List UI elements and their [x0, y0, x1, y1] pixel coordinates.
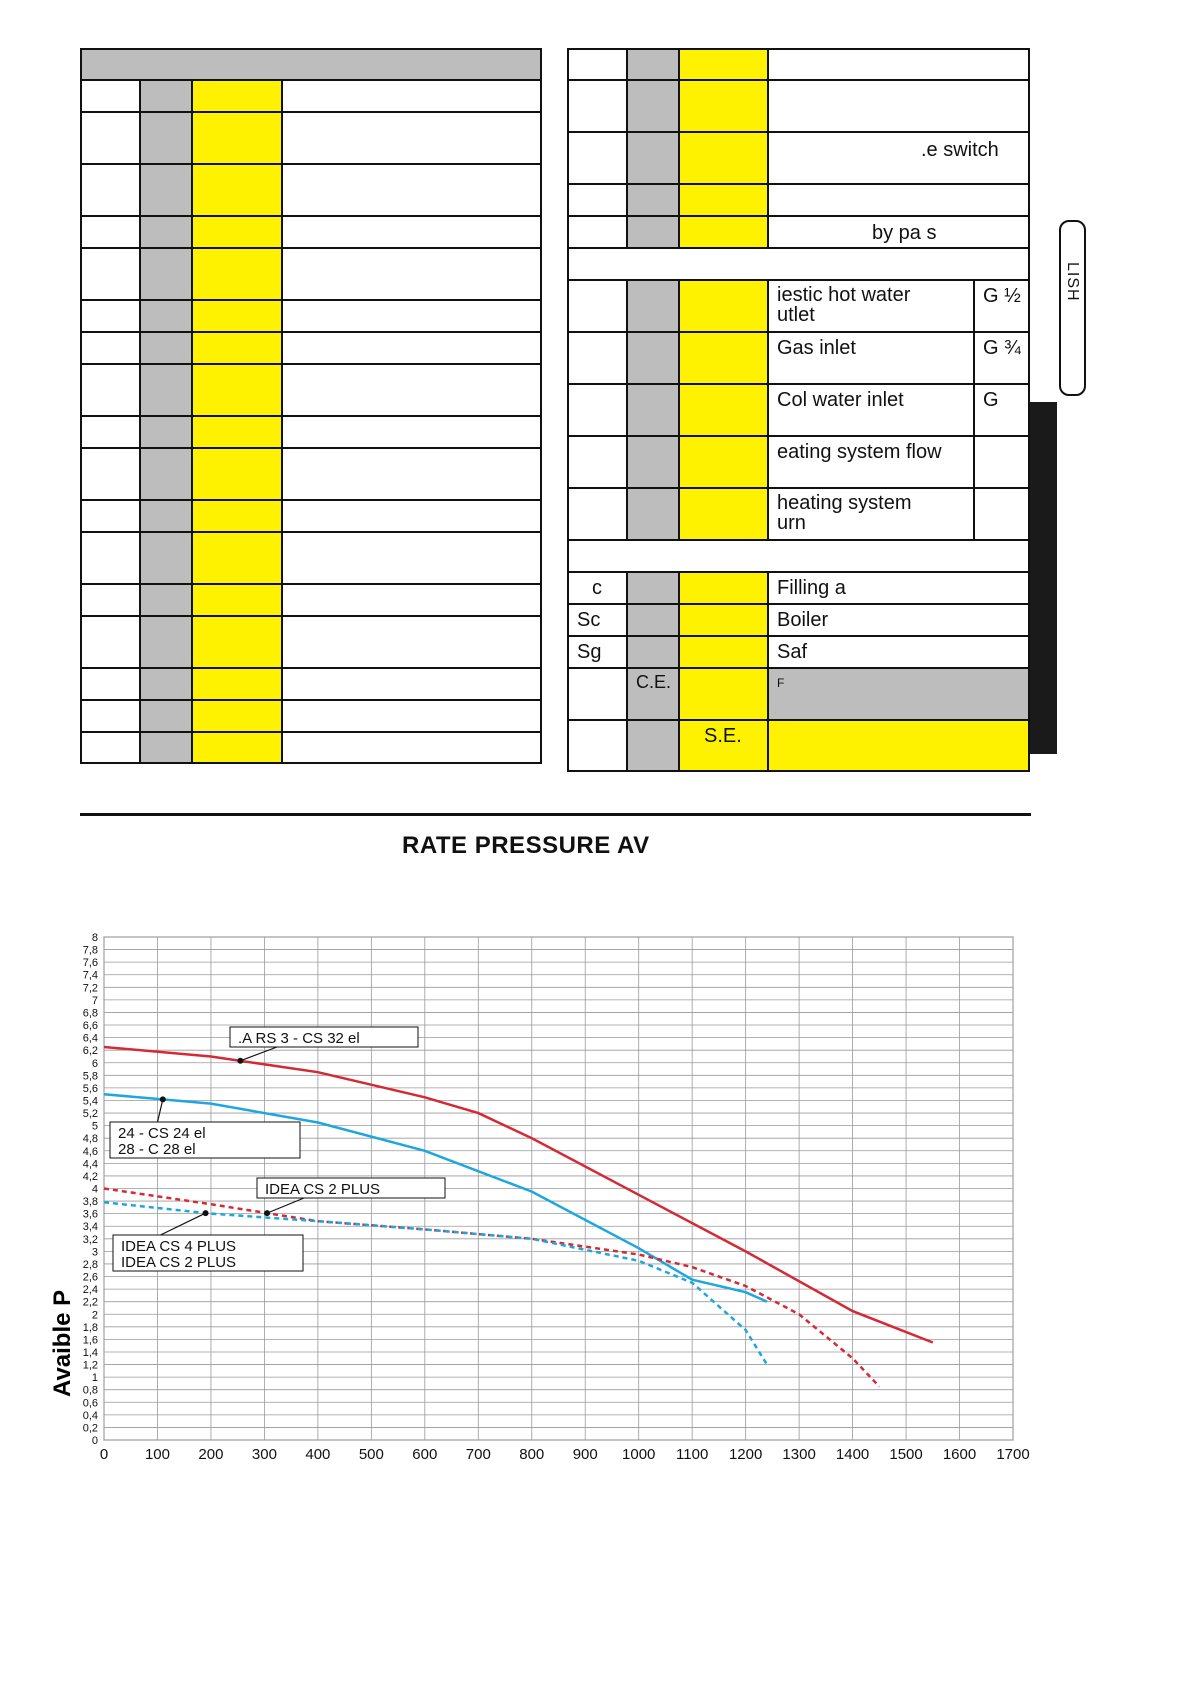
y-tick-label: 4,6: [82, 1145, 98, 1158]
y-tick-label: 6,8: [82, 1007, 98, 1020]
se-row-band: [768, 720, 1030, 772]
ce-label: C.E.: [636, 672, 672, 692]
y-tick-label: 4,4: [82, 1158, 98, 1171]
left-table-header: [80, 48, 542, 80]
y-tick-label: 6,4: [82, 1032, 98, 1045]
x-tick-label: 100: [144, 1446, 170, 1463]
x-tick-label: 1500: [889, 1446, 923, 1463]
y-tick-label: 3,4: [82, 1221, 98, 1234]
x-tick-label: 1000: [622, 1446, 656, 1463]
rt-desc-3: iestic hot water utlet: [777, 284, 911, 326]
rt-size-3: G ½: [983, 285, 1021, 307]
rt-desc-5: Col water inlet: [777, 389, 904, 411]
y-tick-label: 2,6: [82, 1271, 98, 1284]
y-tick-label: 5,4: [82, 1095, 98, 1108]
x-tick-label: 300: [251, 1446, 277, 1463]
x-tick-label: 1600: [942, 1446, 977, 1463]
y-tick-label: 7: [91, 994, 98, 1007]
side-black-bar: [1030, 402, 1057, 754]
x-tick-label: 1300: [782, 1446, 816, 1463]
x-tick-label: 1200: [728, 1446, 763, 1463]
y-tick-label: 7,6: [82, 957, 98, 970]
rt-size-5: G: [983, 389, 999, 411]
y-tick-label: 6,2: [82, 1045, 98, 1058]
rt-desc-4: Gas inlet: [777, 337, 856, 359]
x-tick-label: 600: [412, 1446, 438, 1463]
section-divider: [80, 813, 1031, 816]
rt-code-10: Sg: [577, 641, 602, 663]
left-table: [80, 48, 542, 764]
rt-code-8: c: [592, 577, 602, 599]
x-tick-label: 700: [465, 1446, 491, 1463]
y-tick-label: 5: [91, 1120, 98, 1133]
y-tick-label: 2,8: [82, 1258, 98, 1271]
ce-desc: F: [777, 676, 785, 690]
y-tick-label: 3,8: [82, 1196, 98, 1209]
rt-desc-1: .e switch: [921, 139, 999, 161]
y-tick-label: 1,8: [82, 1321, 98, 1334]
rt-size-4: G ¾: [983, 337, 1021, 359]
y-tick-label: 1,4: [82, 1346, 98, 1359]
y-tick-label: 4: [91, 1183, 98, 1196]
y-tick-label: 1: [91, 1372, 98, 1385]
y-tick-label: 8: [91, 932, 98, 944]
ce-row-band: [768, 668, 1030, 720]
x-tick-label: 1700: [996, 1446, 1030, 1463]
pressure-chart: [40, 925, 1050, 1470]
series-label-text-4: IDEA CS 2 PLUS: [121, 1254, 237, 1271]
y-axis-label: Avaible P: [49, 1289, 76, 1397]
rt-desc-10: Saf: [777, 641, 808, 663]
y-tick-label: 5,8: [82, 1070, 98, 1083]
x-tick-label: 800: [519, 1446, 545, 1463]
y-tick-label: 2,2: [82, 1296, 98, 1309]
x-tick-labels: [100, 1446, 1030, 1463]
left-col-grey: [140, 80, 192, 764]
series-label-dot-4: [203, 1210, 209, 1216]
y-tick-label: 3,6: [82, 1208, 98, 1221]
y-tick-label: 0: [91, 1435, 98, 1447]
rt-desc-7: heating system urn: [777, 492, 912, 534]
y-tick-label: 5,2: [82, 1108, 98, 1121]
left-table-grid: [80, 48, 542, 764]
rt-desc-6: eating system flow: [777, 441, 942, 463]
series-label-text-2: 24 - CS 24 el: [118, 1125, 206, 1142]
y-tick-label: 2: [91, 1309, 98, 1322]
rt-code-9: Sc: [577, 609, 601, 631]
language-tab-label: LISH: [1064, 262, 1081, 302]
series-label-text-3: IDEA CS 2 PLUS: [265, 1181, 381, 1198]
right-table: [567, 48, 1030, 772]
rt-desc-8: Filling a: [777, 577, 846, 599]
chart-grid: [104, 937, 1013, 1440]
x-tick-label: 900: [572, 1446, 598, 1463]
y-tick-label: 5,6: [82, 1082, 98, 1095]
y-tick-label: 0,6: [82, 1397, 98, 1410]
y-tick-label: 7,4: [82, 969, 98, 982]
y-tick-labels: [83, 932, 98, 1447]
x-tick-label: 0: [99, 1446, 109, 1463]
rt-desc-2: by pa s: [872, 222, 937, 244]
chart-heading: RATE PRESSURE AV: [402, 832, 650, 859]
left-col-yellow: [192, 80, 282, 764]
y-tick-label: 1,2: [82, 1359, 98, 1372]
y-tick-label: 3,2: [82, 1233, 98, 1246]
series-label-dot-1: [237, 1058, 243, 1064]
y-tick-label: 0,8: [82, 1384, 98, 1397]
y-tick-label: 0,4: [82, 1409, 98, 1422]
series-label-text-2: 28 - C 28 el: [118, 1141, 196, 1158]
y-tick-label: 3: [91, 1246, 98, 1259]
y-tick-label: 7,2: [82, 982, 98, 995]
rt-desc-9: Boiler: [777, 609, 829, 631]
x-tick-label: 1400: [835, 1446, 870, 1463]
y-tick-label: 2,4: [82, 1284, 98, 1297]
x-tick-label: 1100: [676, 1446, 709, 1463]
y-tick-label: 6: [91, 1057, 98, 1070]
language-tab[interactable]: [1059, 220, 1086, 396]
x-tick-label: 500: [358, 1446, 384, 1463]
series-label-text-4: IDEA CS 4 PLUS: [121, 1238, 237, 1255]
x-tick-label: 200: [198, 1446, 224, 1463]
y-tick-label: 1,6: [82, 1334, 98, 1347]
y-tick-label: 6,6: [82, 1020, 98, 1033]
y-tick-label: 7,8: [82, 944, 98, 957]
y-tick-label: 4,8: [82, 1133, 98, 1146]
se-label: S.E.: [704, 725, 742, 747]
y-tick-label: 0,2: [82, 1422, 98, 1435]
x-tick-label: 400: [305, 1446, 331, 1463]
y-tick-label: 4,2: [82, 1170, 98, 1183]
series-label-dot-3: [264, 1210, 270, 1216]
series-label-text-1: .A RS 3 - CS 32 el: [238, 1030, 360, 1047]
series-label-dot-2: [160, 1096, 166, 1102]
